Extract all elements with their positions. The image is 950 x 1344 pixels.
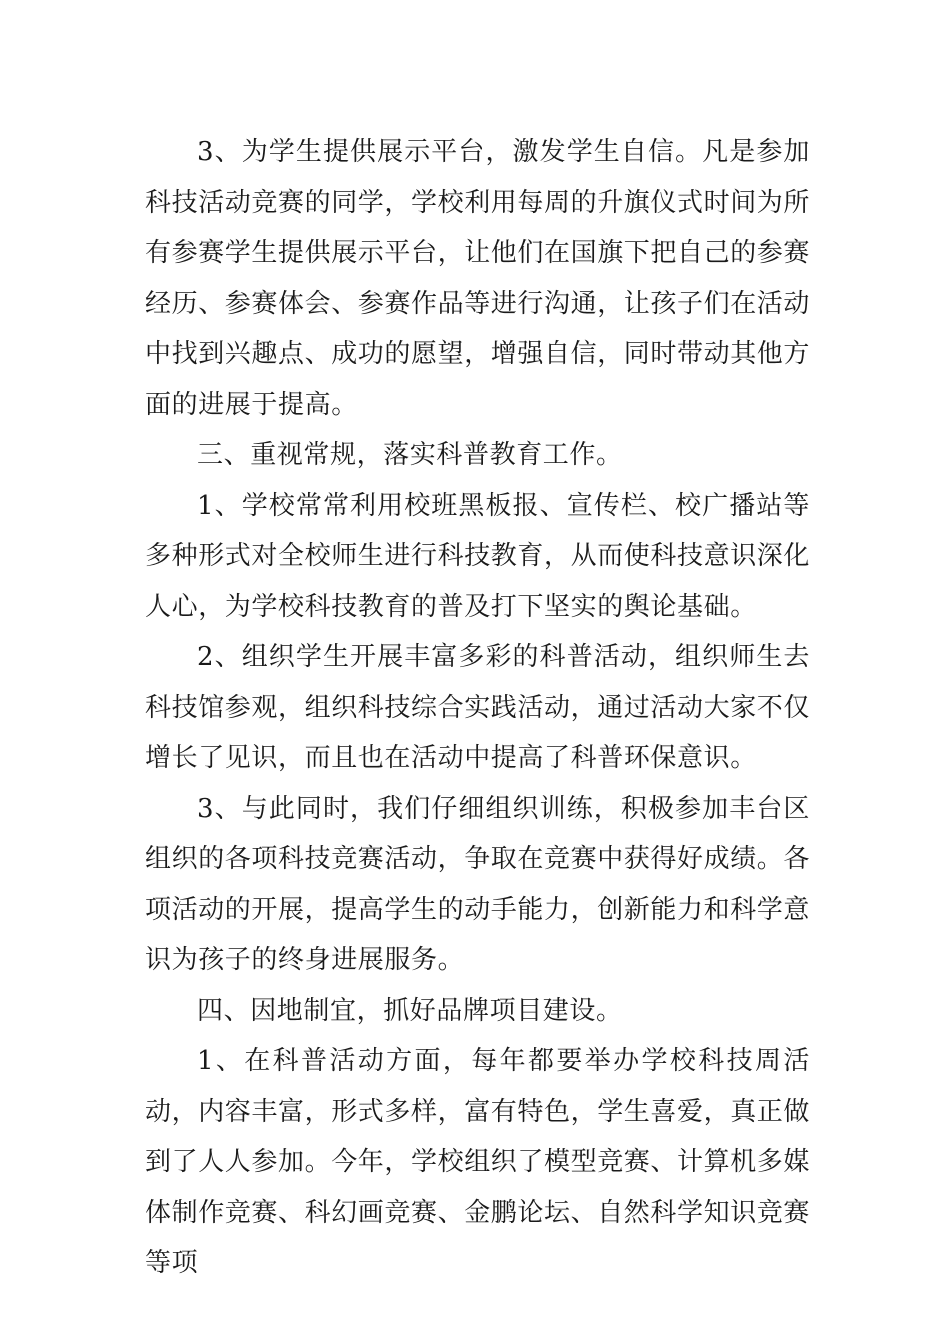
paragraph-point-3-showcase: 3、为学生提供展示平台，激发学生自信。凡是参加科技活动竞赛的同学，学校利用每周的升旗仪式时间为所有参赛学生提供展示平台，让他们在国旗下把自己的参赛经历、参赛体会、参赛作品等进行沟通，让孩子们在活动中找到兴趣点、成功的愿望，增强自信，同时带动其他方面的进展于提高。 <box>145 137 811 420</box>
section-heading-four: 四、因地制宜，抓好品牌项目建设。 <box>197 995 623 1026</box>
paragraph-point-1-science-week: 1、在科普活动方面，每年都要举办学校科技周活动，内容丰富，形式多样，富有特色，学生喜爱，真正做到了人人参加。今年，学校组织了模型竞赛、计算机多媒体制作竞赛、科幻画竞赛、金鹏论坛、自然科学知识竞赛等项 <box>145 1046 811 1278</box>
paragraph-point-1-publicity: 1、学校常常利用校班黑板报、宣传栏、校广播站等多种形式对全校师生进行科技教育，从而使科技意识深化人心，为学校科技教育的普及打下坚实的舆论基础。 <box>145 490 811 622</box>
paragraph-point-3-competitions: 3、与此同时，我们仔细组织训练，积极参加丰台区组织的各项科技竞赛活动，争取在竞赛中获得好成绩。各项活动的开展，提高学生的动手能力，创新能力和科学意识为孩子的终身进展服务。 <box>145 793 811 975</box>
paragraph-point-2-activities: 2、组织学生开展丰富多彩的科普活动，组织师生去科技馆参观，组织科技综合实践活动，通过活动大家不仅增长了见识，而且也在活动中提高了科普环保意识。 <box>145 642 811 773</box>
section-heading-three: 三、重视常规，落实科普教育工作。 <box>197 440 623 470</box>
document-body <box>145 127 810 1289</box>
